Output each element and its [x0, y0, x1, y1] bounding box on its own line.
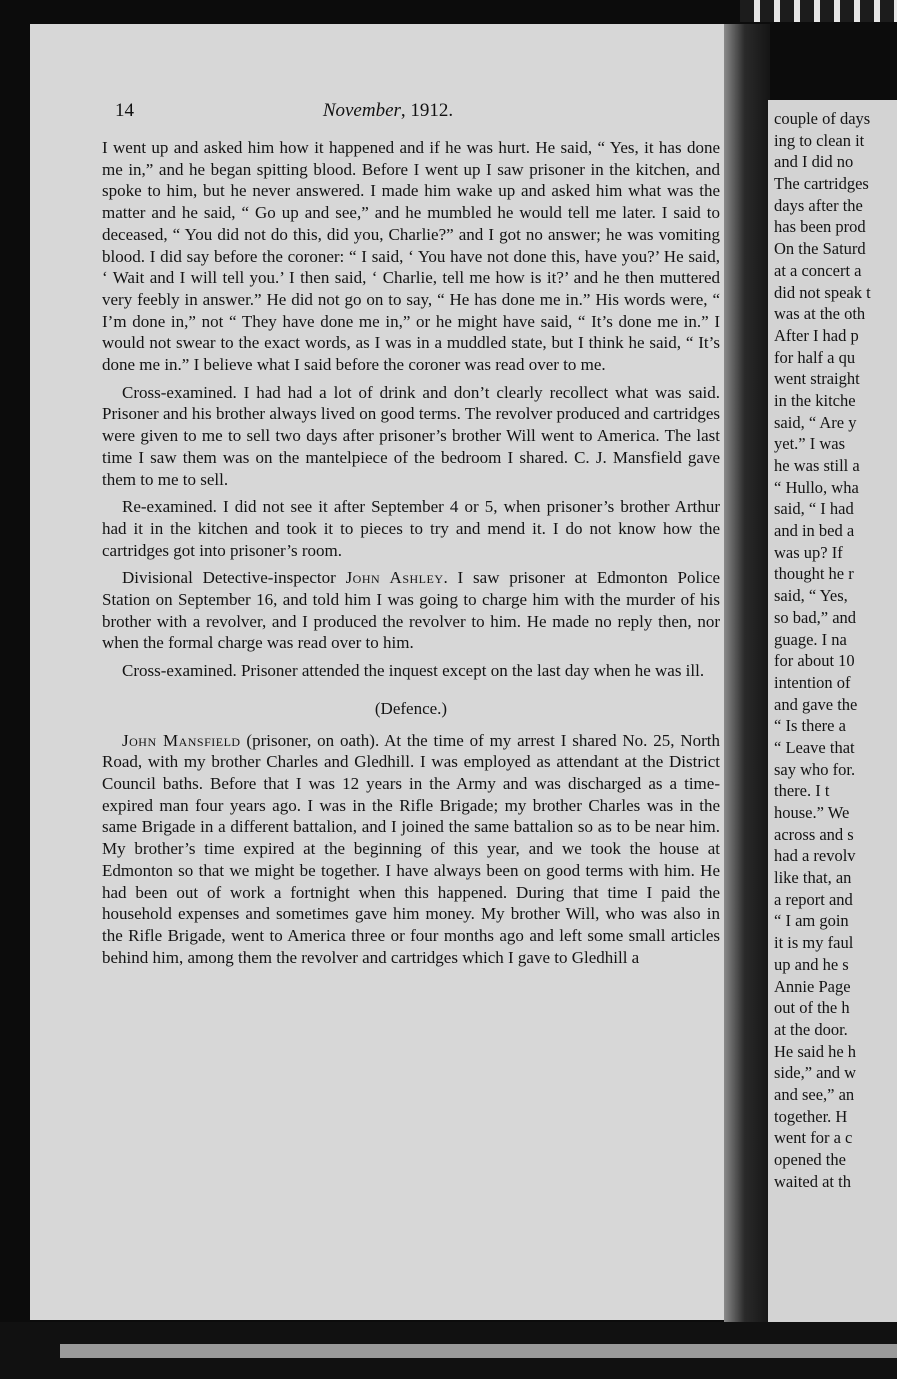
right-page-line: has been prod	[774, 217, 866, 237]
right-page-text	[774, 108, 897, 1192]
right-page-line: there. I t	[774, 781, 830, 801]
right-page-line: together. H	[774, 1106, 848, 1126]
right-page-line: across and s	[774, 824, 854, 844]
witness-name-mansfield: John Mansfield	[122, 730, 241, 750]
right-page-line: had a revolv	[774, 846, 856, 866]
right-page-line: “ I am goin	[774, 911, 849, 931]
paragraph-cross-examined: Cross-examined. I had had a lot of drink and don’t clearly recollect what was said. Prisoner and his brother always lived on good terms. The revolver produced and cartridges were given to me to sell two days after prisoner’s brother Will went to America. The last time I saw them was on the mantelpiece of the bedroom I shared. C. J. Mansfield gave them to me to sell.	[102, 382, 720, 489]
right-page-line: and in bed a	[774, 521, 855, 541]
right-page-line: so bad,” and	[774, 607, 857, 627]
page-number: 14	[115, 100, 134, 121]
right-page-line: opened the	[774, 1150, 846, 1169]
right-page-line: was up? If	[774, 542, 843, 562]
film-bottom-strip	[60, 1344, 897, 1358]
right-page-line: was at the oth	[774, 304, 866, 324]
paragraph-1: I went up and asked him how it happened and if he was hurt. He said, “ Yes, it has done me in,” and he began spitting blood. Before I went up I saw prisoner in the kitchen, and spoke to him, but he never answered. I made him wake up and asked him what was the matter and he said, “ Go up and see,” and he mumbled he would tell me later. I said to deceased, “ You did not do this, did you, Charlie?” and I got no answer; he was vomiting blood. I did say before the coroner: “ I said, ‘ You have not done this, have you?’ He said, ‘ Wait and I will tell you.’ I then said, ‘ Charlie, tell me how is it?’ and he then muttered very feebly in answer.” He did not go on to say, “ He has done me in.” His words were, “ I’m done in,” not “ They have done me in,” or he might have said, “ It’s done me in.” I would not swear to the exact words, as I was in a muddled state, but I think he said, “ It’s done me in.” I believe what I said before the coroner was read over to me.	[102, 138, 720, 375]
right-page-line: like that, an	[774, 868, 852, 888]
running-head	[30, 100, 746, 130]
right-page-line: Annie Page	[774, 976, 851, 996]
right-page-line: and see,” an	[774, 1084, 855, 1104]
right-page-line: On the Saturd	[774, 239, 866, 259]
right-page-line: for about 10	[774, 651, 855, 671]
right-page-line: “ Hullo, wha	[774, 477, 859, 497]
right-page-line: thought he r	[774, 564, 854, 584]
right-page-line: guage. I na	[774, 629, 847, 649]
left-page	[30, 24, 746, 1320]
right-page-line: waited at th	[774, 1171, 851, 1191]
right-page-line: The cartridges	[774, 174, 869, 194]
right-page-line: intention of	[774, 672, 851, 692]
right-page-line: at a concert a	[774, 260, 862, 280]
right-page-line: yet.” I was	[774, 434, 846, 454]
right-page-line: out of the h	[774, 998, 850, 1018]
mansfield-rest: (prisoner, on oath). At the time of my arrest I shared No. 25, North Road, with my brother Charles and Gledhill. I was employed as attendant at the District Council baths. Before that I was 12 years in the Army and was discharged as a time-expired man four years ago. I was in the Rifle Brigade; my brother Charles was in the same Brigade in a different battalion, and I joined the same battalion so as to be near him. My brother’s time expired at the beginning of this year, and we took the house at Edmonton so that we might be together. I have always been on good terms with him. He had been out of work a fortnight when this happened. During that time I paid the household expenses and sometimes gave him money. My brother Will, who was also in the Rifle Brigade, went to America three or four months ago and left some small articles behind him, among them the revolver and cartridges which I gave to Gledhill a	[102, 730, 721, 967]
right-page-line: it is my faul	[774, 933, 854, 953]
right-page-line: couple of days	[774, 109, 871, 128]
right-page-line: a report and	[774, 889, 853, 909]
right-page-line: and gave the	[774, 694, 858, 714]
paragraph-ashley	[102, 567, 720, 654]
right-page-line: said, “ I had	[774, 499, 854, 519]
right-page-line: After I had p	[774, 325, 859, 345]
right-page-line: ing to clean it	[774, 130, 865, 150]
right-page-line: and I did no	[774, 152, 854, 172]
right-page-line: went straight	[774, 369, 860, 389]
right-page-line: did not speak t	[774, 282, 871, 302]
right-page-line: side,” and w	[774, 1063, 857, 1083]
running-head-date	[30, 100, 746, 122]
head-month: November	[322, 100, 401, 121]
film-edge-strip	[740, 0, 897, 22]
paragraph-mansfield	[102, 730, 720, 969]
paragraph-re-examined: Re-examined. I did not see it after September 4 or 5, when prisoner’s brother Arthur had it in the kitchen and took it to pieces to try and mend it. I do not know how the cartridges got into prisoner’s room.	[102, 497, 720, 560]
right-page-line: said, “ Yes,	[774, 586, 848, 606]
book-gutter	[724, 24, 770, 1324]
right-page-line: “ Leave that	[774, 737, 855, 757]
right-page-line: up and he s	[774, 954, 849, 974]
right-page-line: at the door.	[774, 1019, 848, 1039]
right-page	[768, 100, 897, 1326]
paragraph-cross-examined-2: Cross-examined. Prisoner attended the inquest except on the last day when he was ill.	[122, 661, 705, 681]
right-page-line: days after the	[774, 195, 863, 215]
right-page-line: “ Is there a	[774, 716, 846, 736]
body-text	[102, 137, 720, 968]
right-page-line: house.” We	[774, 803, 850, 822]
right-page-line: He said he h	[774, 1041, 857, 1061]
right-page-line: say who for.	[774, 759, 856, 779]
witness-name-ashley: John Ashley	[345, 568, 444, 588]
ashley-rest: . I saw prisoner at Edmonton Police Station on September 16, and told him I was going to charge him with the murder of his brother with a revolver, and I produced the revolver to him. He made no reply then, nor when the formal charge was read over to him.	[102, 568, 721, 653]
head-year: , 1912.	[400, 100, 454, 121]
right-page-line: in the kitche	[774, 390, 856, 410]
right-page-line: went for a c	[774, 1128, 853, 1148]
right-page-line: he was still a	[774, 456, 860, 475]
right-page-line: for half a qu	[774, 347, 856, 367]
right-page-line: said, “ Are y	[774, 412, 857, 432]
section-heading-defence: (Defence.)	[374, 698, 448, 718]
ashley-lead: Divisional Detective-inspector	[122, 568, 346, 588]
